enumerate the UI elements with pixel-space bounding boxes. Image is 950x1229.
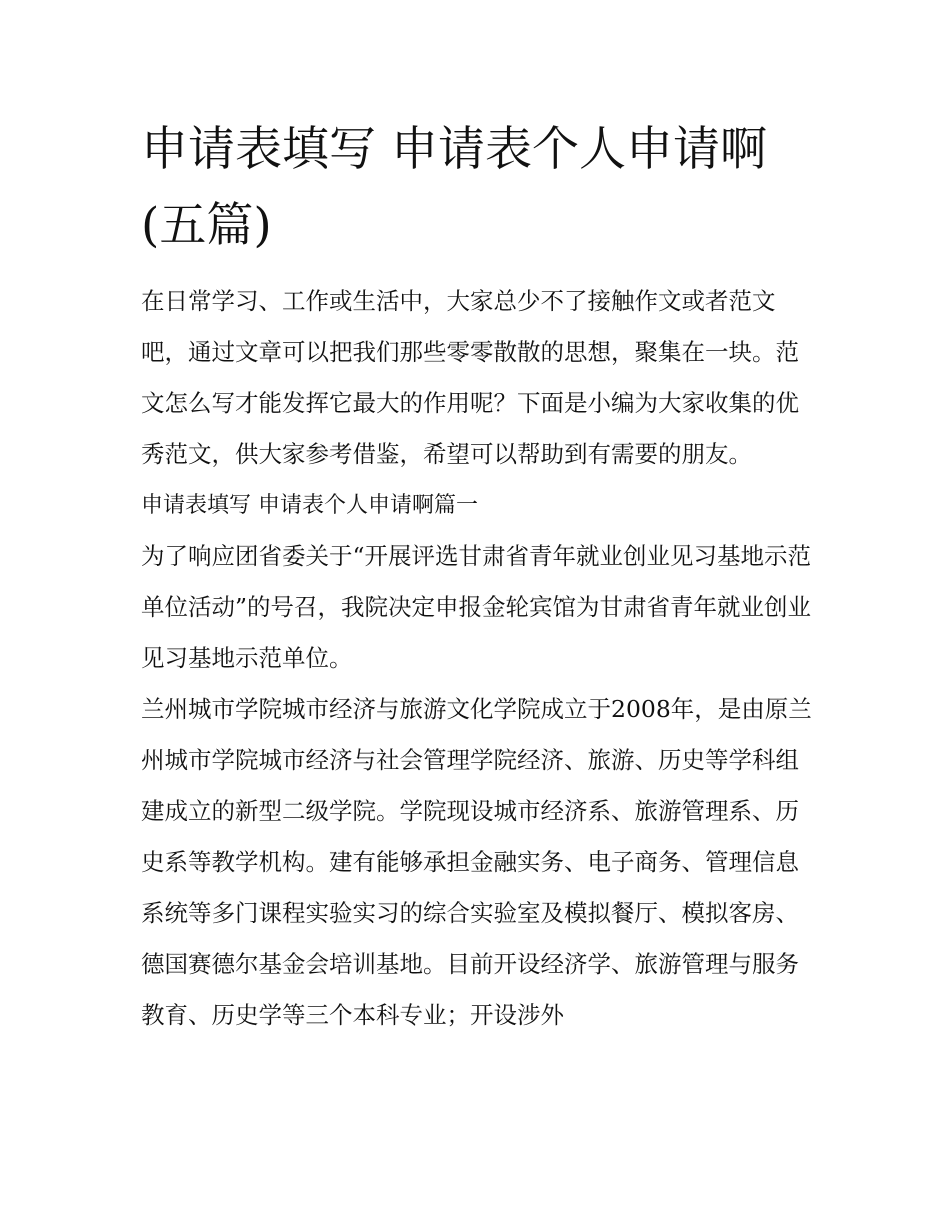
body-paragraph-2: 兰州城市学院城市经济与旅游文化学院成立于2008年，是由原兰州城市学院城市经济与社会管理学院经济、旅游、历史等学科组建成立的新型二级学院。学院现设城市经济系、旅游管理系、历史系等教学机构。建有能够承担金融实务、电子商务、管理信息系统等多门课程实验实习的综合实验室及模拟餐厅、模拟客房、德国赛德尔基金会培训基地。目前开设经济学、旅游管理与服务教育、历史学等三个本科专业；开设涉外 [141,695,812,1029]
document-title: 申请表填写 申请表个人申请啊(五篇) [141,122,767,253]
section-heading: 申请表填写 申请表个人申请啊篇一 [141,493,478,518]
intro-paragraph: 在日常学习、工作或生活中，大家总少不了接触作文或者范文吧，通过文章可以把我们那些零零散散的思想，聚集在一块。范文怎么写才能发挥它最大的作用呢？下面是小编为大家收集的优秀范文，供大家参考借鉴，希望可以帮助到有需要的朋友。 [141,287,799,468]
document-content [141,112,813,1041]
document-body [141,276,813,1041]
body-paragraph-1: 为了响应团省委关于“开展评选甘肃省青年就业创业见习基地示范单位活动”的号召，我院决定申报金轮宾馆为甘肃省青年就业创业见习基地示范单位。 [141,542,812,672]
